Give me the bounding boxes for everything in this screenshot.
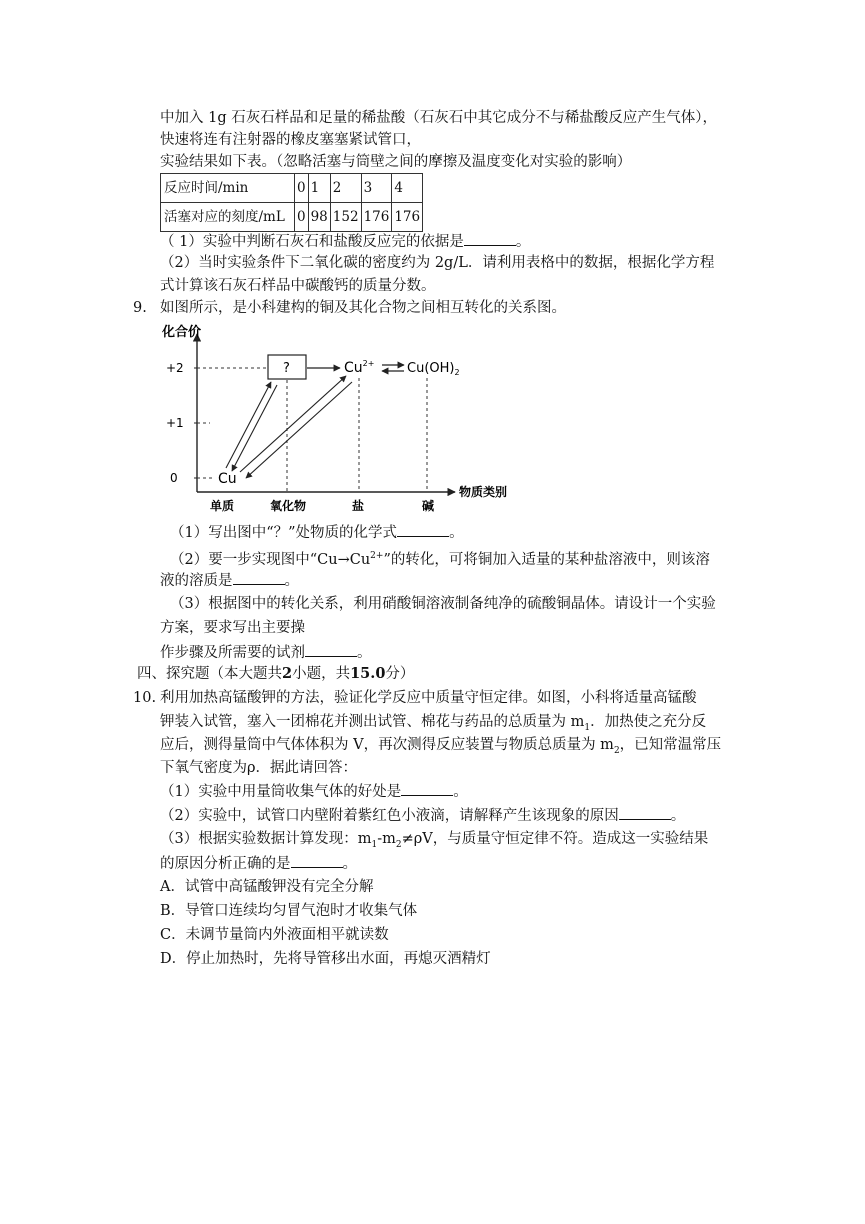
table-cell: 0 <box>295 203 309 232</box>
x-axis-title: 物质类别 <box>459 485 508 499</box>
cuoh2-label: $Cu(OH)_2$ <box>407 361 460 377</box>
unknown-substance-label: ? <box>283 361 290 376</box>
table-row <box>161 174 423 203</box>
q10-line-2 <box>160 712 706 738</box>
q8-line-3: 实验结果如下表。（忽略活塞与筒壁之间的摩擦及温度变化对实验的影响） <box>160 154 632 170</box>
q9-sub-3-text-c: 作步骤及所需要的试剂 <box>160 645 305 661</box>
x-tick-label: 单质 <box>210 499 235 513</box>
q10-sub-3-sub-2: 2 <box>395 839 402 850</box>
y-tick-label: +1 <box>166 416 184 430</box>
table-row <box>161 203 423 232</box>
q10-sub-3-end: 。 <box>342 856 357 872</box>
table-cell: 3 <box>361 174 392 203</box>
cu2-label: $Cu^{2+}$ <box>344 359 375 376</box>
q10-sub-3-mid: -m <box>377 831 396 847</box>
table-cell: 反应时间/min <box>161 174 295 203</box>
q10-sub-2-end: 。 <box>670 808 686 824</box>
q10-sub-2-text: （2）实验中，试管口内壁附着紫红色小液滴，请解释产生该现象的原因 <box>160 808 619 824</box>
q9-figure <box>160 322 540 513</box>
y-tick-label: 0 <box>170 471 178 485</box>
q8-results-table <box>160 173 423 232</box>
option-d[interactable]: D．停止加热时，先将导管移出水面，再熄灭酒精灯 <box>160 951 491 967</box>
arrow-oxide-to-cu <box>232 385 277 471</box>
q10-line-2-a: 钾装入试管，塞入一团棉花并测出试管、棉花与药品的总质量为 m <box>160 714 585 730</box>
q9-sub-2-sup: 2+ <box>370 551 384 561</box>
section-4-title-c: 分） <box>385 666 415 682</box>
q9-sub-2-end: 。 <box>284 573 299 589</box>
q10-sub-3a <box>160 829 708 855</box>
answer-blank[interactable] <box>233 570 285 585</box>
q10-line-3-sub: 2 <box>613 745 620 756</box>
q9-sub-2-text-b: ”的转化，可将铜加入适量的某种盐溶液中，则该溶 <box>383 551 710 568</box>
q8-line-2: 快速将连有注射器的橡皮塞塞紧试管口， <box>160 132 421 148</box>
section-4-title <box>137 664 414 684</box>
section-4-title-b: 小题，共 <box>292 666 351 682</box>
table-cell: 176 <box>361 203 392 232</box>
answer-blank[interactable] <box>397 522 449 537</box>
option-c[interactable]: C．未调节量筒内外液面相平就读数 <box>160 927 389 943</box>
q8-sub-1-text: （ 1）实验中判断石灰石和盐酸反应完的依据是 <box>160 234 464 250</box>
q8-sub-1-end: 。 <box>515 234 531 250</box>
arrow-cu-to-oxide <box>226 382 271 468</box>
q8-sub-2a: （2）当时实验条件下二氧化碳的密度约为 2g/L．请利用表格中的数据，根据化学方程 <box>160 255 715 271</box>
q8-sub-1 <box>160 231 530 252</box>
x-tick-label: 氧化物 <box>270 499 307 513</box>
section-4-count: 2 <box>282 665 293 682</box>
cu-label: Cu <box>218 471 237 487</box>
section-4-title-a: 四、探究题（本大题共 <box>137 666 282 682</box>
table-cell: 98 <box>308 203 330 232</box>
section-4-score: 15.0 <box>350 665 386 682</box>
q10-sub-3-sub-1: 1 <box>371 839 378 850</box>
q9-sub-2-text-c: 液的溶质是 <box>160 573 233 589</box>
q10-line-3-a: 应后，测得量筒中气体体积为 V，再次测得反应装置与物质总质量为 m <box>160 737 614 753</box>
table-cell: 4 <box>392 174 423 203</box>
q9-sub-3c <box>160 642 372 663</box>
table-cell: 1 <box>308 174 330 203</box>
q10-number: 10. <box>133 690 157 706</box>
q10-line-4: 下氧气密度为ρ．据此请回答： <box>160 760 358 776</box>
q8-line-1: 中加入 1g 石灰石样品和足量的稀盐酸（石灰石中其它成分不与稀盐酸反应产生气体）， <box>160 110 717 126</box>
q9-stem: 如图所示，是小科建构的铜及其化合物之间相互转化的关系图。 <box>160 300 566 316</box>
table-cell: 0 <box>295 174 309 203</box>
q8-sub-2b: 式计算该石灰石样品中碳酸钙的质量分数。 <box>160 278 436 294</box>
table-cell: 活塞对应的刻度/mL <box>161 203 295 232</box>
q10-line-3 <box>160 735 721 761</box>
q10-line-3-b: ，已知常温常压 <box>619 737 722 753</box>
q10-sub-3-text-a: （3）根据实验数据计算发现：m <box>160 831 372 847</box>
q9-sub-2-text: （2）要一步实现图中“Cu→Cu <box>170 551 371 568</box>
q9-sub-2c <box>160 570 299 591</box>
q9-sub-1-text: （1）写出图中“？”处物质的化学式 <box>170 525 398 541</box>
answer-blank[interactable] <box>619 805 671 820</box>
y-axis-title: 化合价 <box>162 325 202 340</box>
y-tick-label: +2 <box>166 361 184 375</box>
q10-line-2-sub: 1 <box>584 722 591 733</box>
q9-number: 9. <box>133 300 147 316</box>
q10-sub-3b <box>160 853 357 874</box>
q10-sub-3-text-b: ≠ρV，与质量守恒定律不符。造成这一实验结果 <box>401 831 709 847</box>
answer-blank[interactable] <box>401 781 453 796</box>
q10-line-1: 利用加热高锰酸钾的方法，验证化学反应中质量守恒定律。如图，小科将适量高锰酸 <box>160 690 697 706</box>
q10-sub-1-end: 。 <box>453 784 468 800</box>
table-cell: 152 <box>330 203 361 232</box>
answer-blank[interactable] <box>291 853 343 868</box>
q9-sub-1-end: 。 <box>449 525 464 541</box>
option-b[interactable]: B．导管口连续均匀冒气泡时才收集气体 <box>160 903 418 919</box>
arrow-cu-to-cu2 <box>240 376 346 472</box>
q9-sub-3b: 方案，要求写出主要操 <box>160 620 305 636</box>
q9-sub-3-end: 。 <box>357 645 372 661</box>
q10-line-2-b: ．加热使之充分反 <box>590 714 707 730</box>
answer-blank[interactable] <box>305 642 357 657</box>
option-a[interactable]: A．试管中高锰酸钾没有完全分解 <box>160 879 374 895</box>
table-cell: 2 <box>330 174 361 203</box>
arrow-cu2-to-cu <box>246 382 352 478</box>
answer-blank[interactable] <box>464 231 516 246</box>
q9-sub-2a <box>170 546 710 570</box>
q9-sub-1 <box>170 522 464 543</box>
q9-sub-3a: （3）根据图中的转化关系，利用硝酸铜溶液制备纯净的硫酸铜晶体。请设计一个实验 <box>170 596 716 612</box>
table-cell: 176 <box>392 203 423 232</box>
q10-sub-1-text: （1）实验中用量筒收集气体的好处是 <box>160 784 402 800</box>
q10-sub-2 <box>160 805 685 826</box>
x-tick-label: 盐 <box>352 499 365 513</box>
x-tick-label: 碱 <box>422 499 435 513</box>
q10-sub-3-text-c: 的原因分析正确的是 <box>160 856 291 872</box>
q10-sub-1 <box>160 781 468 802</box>
